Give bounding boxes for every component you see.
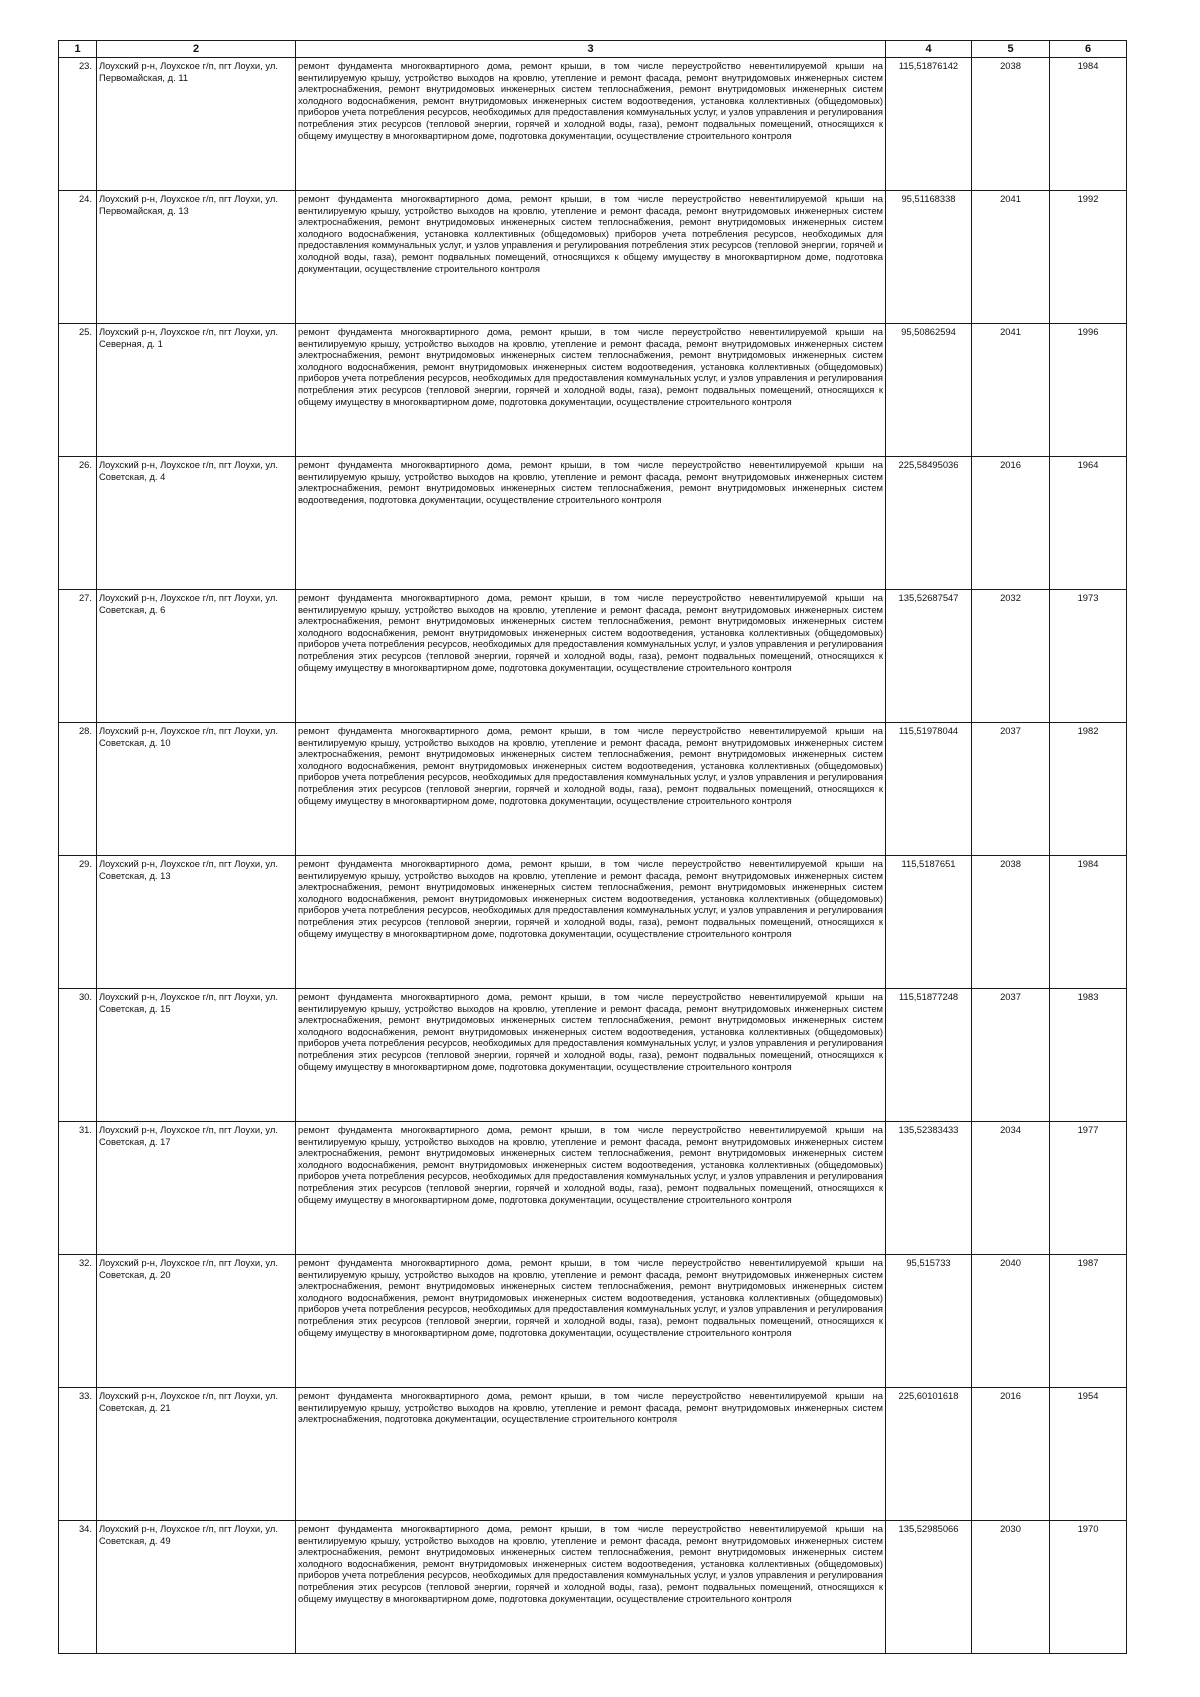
table-row (59, 1388, 1127, 1521)
row-number: 27. (59, 590, 97, 723)
repair-works: ремонт фундамента многоквартирного дома, ремонт крыши, в том числе переустройство невентилируемой крыши на вентилируемую крышу, устройство выходов на кровлю, утепление и ремонт фасада, ремонт внутридомовых инженерных систем электроснабжения, подготовка документации, осуществление строительного контроля (296, 1388, 886, 1521)
row-number: 30. (59, 989, 97, 1122)
planned-year: 2038 (972, 856, 1050, 989)
table-row (59, 191, 1127, 324)
building-address: Лоухский р-н, Лоухское г/п, пгт Лоухи, ул. Советская, д. 17 (97, 1122, 296, 1255)
construction-year: 1992 (1050, 191, 1127, 324)
building-address: Лоухский р-н, Лоухское г/п, пгт Лоухи, ул. Советская, д. 20 (97, 1255, 296, 1388)
cost-value: 115,5187651 (886, 856, 972, 989)
planned-year: 2032 (972, 590, 1050, 723)
table-row (59, 324, 1127, 457)
cost-value: 95,515733 (886, 1255, 972, 1388)
planned-year: 2041 (972, 191, 1050, 324)
column-header-1: 1 (59, 41, 97, 58)
repair-works: ремонт фундамента многоквартирного дома, ремонт крыши, в том числе переустройство невентилируемой крыши на вентилируемую крышу, устройство выходов на кровлю, утепление и ремонт фасада, ремонт внутридомовых инженерных систем электроснабжения, ремонт внутридомовых инженерных систем теплоснабжения, ремонт внутридомовых инженерных систем водоотведения, подготовка документации, осуществление строительного контроля (296, 457, 886, 590)
row-number: 29. (59, 856, 97, 989)
construction-year: 1984 (1050, 856, 1127, 989)
column-header-4: 4 (886, 41, 972, 58)
table-row (59, 1521, 1127, 1654)
building-address: Лоухский р-н, Лоухское г/п, пгт Лоухи, ул. Советская, д. 15 (97, 989, 296, 1122)
table-row (59, 590, 1127, 723)
construction-year: 1977 (1050, 1122, 1127, 1255)
planned-year: 2038 (972, 58, 1050, 191)
table-row (59, 856, 1127, 989)
repair-works: ремонт фундамента многоквартирного дома, ремонт крыши, в том числе переустройство невентилируемой крыши на вентилируемую крышу, устройство выходов на кровлю, утепление и ремонт фасада, ремонт внутридомовых инженерных систем электроснабжения, ремонт внутридомовых инженерных систем теплоснабжения, ремонт внутридомовых инженерных систем холодного водоснабжения, установка коллективных (общедомовых) приборов учета потребления ресурсов, необходимых для предоставления коммунальных услуг, и узлов управления и регулирования потребления этих ресурсов (тепловой энергии, горячей и холодной воды, газа), ремонт подвальных помещений, относящихся к общему имуществу в многоквартирном доме, подготовка документации, осуществление строительного контроля (296, 191, 886, 324)
construction-year: 1996 (1050, 324, 1127, 457)
cost-value: 115,51978044 (886, 723, 972, 856)
building-address: Лоухский р-н, Лоухское г/п, пгт Лоухи, ул. Советская, д. 4 (97, 457, 296, 590)
cost-value: 225,58495036 (886, 457, 972, 590)
building-address: Лоухский р-н, Лоухское г/п, пгт Лоухи, ул. Советская, д. 6 (97, 590, 296, 723)
planned-year: 2040 (972, 1255, 1050, 1388)
row-number: 26. (59, 457, 97, 590)
row-number: 33. (59, 1388, 97, 1521)
planned-year: 2030 (972, 1521, 1050, 1654)
table-row (59, 457, 1127, 590)
row-number: 28. (59, 723, 97, 856)
repair-works: ремонт фундамента многоквартирного дома, ремонт крыши, в том числе переустройство невентилируемой крыши на вентилируемую крышу, устройство выходов на кровлю, утепление и ремонт фасада, ремонт внутридомовых инженерных систем электроснабжения, ремонт внутридомовых инженерных систем теплоснабжения, ремонт внутридомовых инженерных систем холодного водоснабжения, ремонт внутридомовых инженерных систем водоотведения, установка коллективных (общедомовых) приборов учета потребления ресурсов, необходимых для предоставления коммунальных услуг, и узлов управления и регулирования потребления этих ресурсов (тепловой энергии, горячей и холодной воды, газа), ремонт подвальных помещений, относящихся к общему имуществу в многоквартирном доме, подготовка документации, осуществление строительного контроля (296, 324, 886, 457)
construction-year: 1954 (1050, 1388, 1127, 1521)
cost-value: 95,50862594 (886, 324, 972, 457)
column-header-3: 3 (296, 41, 886, 58)
construction-year: 1964 (1050, 457, 1127, 590)
repair-works: ремонт фундамента многоквартирного дома, ремонт крыши, в том числе переустройство невентилируемой крыши на вентилируемую крышу, устройство выходов на кровлю, утепление и ремонт фасада, ремонт внутридомовых инженерных систем электроснабжения, ремонт внутридомовых инженерных систем теплоснабжения, ремонт внутридомовых инженерных систем холодного водоснабжения, ремонт внутридомовых инженерных систем водоотведения, установка коллективных (общедомовых) приборов учета потребления ресурсов, необходимых для предоставления коммунальных услуг, и узлов управления и регулирования потребления этих ресурсов (тепловой энергии, горячей и холодной воды, газа), ремонт подвальных помещений, относящихся к общему имуществу в многоквартирном доме, подготовка документации, осуществление строительного контроля (296, 723, 886, 856)
table-row (59, 723, 1127, 856)
row-number: 32. (59, 1255, 97, 1388)
repair-works: ремонт фундамента многоквартирного дома, ремонт крыши, в том числе переустройство невентилируемой крыши на вентилируемую крышу, устройство выходов на кровлю, утепление и ремонт фасада, ремонт внутридомовых инженерных систем электроснабжения, ремонт внутридомовых инженерных систем теплоснабжения, ремонт внутридомовых инженерных систем холодного водоснабжения, ремонт внутридомовых инженерных систем водоотведения, установка коллективных (общедомовых) приборов учета потребления ресурсов, необходимых для предоставления коммунальных услуг, и узлов управления и регулирования потребления этих ресурсов (тепловой энергии, горячей и холодной воды, газа), ремонт подвальных помещений, относящихся к общему имуществу в многоквартирном доме, подготовка документации, осуществление строительного контроля (296, 989, 886, 1122)
planned-year: 2016 (972, 457, 1050, 590)
table-row (59, 1255, 1127, 1388)
cost-value: 225,60101618 (886, 1388, 972, 1521)
cost-value: 115,51877248 (886, 989, 972, 1122)
repair-program-table (58, 40, 1127, 1654)
table-row (59, 58, 1127, 191)
row-number: 31. (59, 1122, 97, 1255)
building-address: Лоухский р-н, Лоухское г/п, пгт Лоухи, ул. Первомайская, д. 13 (97, 191, 296, 324)
repair-works: ремонт фундамента многоквартирного дома, ремонт крыши, в том числе переустройство невентилируемой крыши на вентилируемую крышу, устройство выходов на кровлю, утепление и ремонт фасада, ремонт внутридомовых инженерных систем электроснабжения, ремонт внутридомовых инженерных систем теплоснабжения, ремонт внутридомовых инженерных систем холодного водоснабжения, ремонт внутридомовых инженерных систем водоотведения, установка коллективных (общедомовых) приборов учета потребления ресурсов, необходимых для предоставления коммунальных услуг, и узлов управления и регулирования потребления этих ресурсов (тепловой энергии, горячей и холодной воды, газа), ремонт подвальных помещений, относящихся к общему имуществу в многоквартирном доме, подготовка документации, осуществление строительного контроля (296, 1255, 886, 1388)
cost-value: 135,52383433 (886, 1122, 972, 1255)
table-row (59, 1122, 1127, 1255)
building-address: Лоухский р-н, Лоухское г/п, пгт Лоухи, ул. Советская, д. 13 (97, 856, 296, 989)
column-header-6: 6 (1050, 41, 1127, 58)
planned-year: 2041 (972, 324, 1050, 457)
row-number: 23. (59, 58, 97, 191)
row-number: 25. (59, 324, 97, 457)
cost-value: 95,51168338 (886, 191, 972, 324)
repair-works: ремонт фундамента многоквартирного дома, ремонт крыши, в том числе переустройство невентилируемой крыши на вентилируемую крышу, устройство выходов на кровлю, утепление и ремонт фасада, ремонт внутридомовых инженерных систем электроснабжения, ремонт внутридомовых инженерных систем теплоснабжения, ремонт внутридомовых инженерных систем холодного водоснабжения, ремонт внутридомовых инженерных систем водоотведения, установка коллективных (общедомовых) приборов учета потребления ресурсов, необходимых для предоставления коммунальных услуг, и узлов управления и регулирования потребления этих ресурсов (тепловой энергии, горячей и холодной воды, газа), ремонт подвальных помещений, относящихся к общему имуществу в многоквартирном доме, подготовка документации, осуществление строительного контроля (296, 1521, 886, 1654)
construction-year: 1987 (1050, 1255, 1127, 1388)
planned-year: 2037 (972, 989, 1050, 1122)
table-row (59, 989, 1127, 1122)
construction-year: 1973 (1050, 590, 1127, 723)
planned-year: 2034 (972, 1122, 1050, 1255)
planned-year: 2016 (972, 1388, 1050, 1521)
construction-year: 1984 (1050, 58, 1127, 191)
column-number-row (59, 41, 1127, 58)
building-address: Лоухский р-н, Лоухское г/п, пгт Лоухи, ул. Первомайская, д. 11 (97, 58, 296, 191)
cost-value: 115,51876142 (886, 58, 972, 191)
building-address: Лоухский р-н, Лоухское г/п, пгт Лоухи, ул. Советская, д. 21 (97, 1388, 296, 1521)
construction-year: 1983 (1050, 989, 1127, 1122)
planned-year: 2037 (972, 723, 1050, 856)
building-address: Лоухский р-н, Лоухское г/п, пгт Лоухи, ул. Советская, д. 10 (97, 723, 296, 856)
construction-year: 1982 (1050, 723, 1127, 856)
repair-works: ремонт фундамента многоквартирного дома, ремонт крыши, в том числе переустройство невентилируемой крыши на вентилируемую крышу, устройство выходов на кровлю, утепление и ремонт фасада, ремонт внутридомовых инженерных систем электроснабжения, ремонт внутридомовых инженерных систем теплоснабжения, ремонт внутридомовых инженерных систем холодного водоснабжения, ремонт внутридомовых инженерных систем водоотведения, установка коллективных (общедомовых) приборов учета потребления ресурсов, необходимых для предоставления коммунальных услуг, и узлов управления и регулирования потребления этих ресурсов (тепловой энергии, горячей и холодной воды, газа), ремонт подвальных помещений, относящихся к общему имуществу в многоквартирном доме, подготовка документации, осуществление строительного контроля (296, 58, 886, 191)
building-address: Лоухский р-н, Лоухское г/п, пгт Лоухи, ул. Северная, д. 1 (97, 324, 296, 457)
repair-works: ремонт фундамента многоквартирного дома, ремонт крыши, в том числе переустройство невентилируемой крыши на вентилируемую крышу, устройство выходов на кровлю, утепление и ремонт фасада, ремонт внутридомовых инженерных систем электроснабжения, ремонт внутридомовых инженерных систем теплоснабжения, ремонт внутридомовых инженерных систем холодного водоснабжения, ремонт внутридомовых инженерных систем водоотведения, установка коллективных (общедомовых) приборов учета потребления ресурсов, необходимых для предоставления коммунальных услуг, и узлов управления и регулирования потребления этих ресурсов (тепловой энергии, горячей и холодной воды, газа), ремонт подвальных помещений, относящихся к общему имуществу в многоквартирном доме, подготовка документации, осуществление строительного контроля (296, 1122, 886, 1255)
construction-year: 1970 (1050, 1521, 1127, 1654)
repair-works: ремонт фундамента многоквартирного дома, ремонт крыши, в том числе переустройство невентилируемой крыши на вентилируемую крышу, устройство выходов на кровлю, утепление и ремонт фасада, ремонт внутридомовых инженерных систем электроснабжения, ремонт внутридомовых инженерных систем теплоснабжения, ремонт внутридомовых инженерных систем холодного водоснабжения, ремонт внутридомовых инженерных систем водоотведения, установка коллективных (общедомовых) приборов учета потребления ресурсов, необходимых для предоставления коммунальных услуг, и узлов управления и регулирования потребления этих ресурсов (тепловой энергии, горячей и холодной воды, газа), ремонт подвальных помещений, относящихся к общему имуществу в многоквартирном доме, подготовка документации, осуществление строительного контроля (296, 856, 886, 989)
row-number: 34. (59, 1521, 97, 1654)
repair-works: ремонт фундамента многоквартирного дома, ремонт крыши, в том числе переустройство невентилируемой крыши на вентилируемую крышу, устройство выходов на кровлю, утепление и ремонт фасада, ремонт внутридомовых инженерных систем электроснабжения, ремонт внутридомовых инженерных систем теплоснабжения, ремонт внутридомовых инженерных систем холодного водоснабжения, ремонт внутридомовых инженерных систем водоотведения, установка коллективных (общедомовых) приборов учета потребления ресурсов, необходимых для предоставления коммунальных услуг, и узлов управления и регулирования потребления этих ресурсов (тепловой энергии, горячей и холодной воды, газа), ремонт подвальных помещений, относящихся к общему имуществу в многоквартирном доме, подготовка документации, осуществление строительного контроля (296, 590, 886, 723)
cost-value: 135,52985066 (886, 1521, 972, 1654)
table-body (59, 58, 1127, 1654)
column-header-5: 5 (972, 41, 1050, 58)
cost-value: 135,52687547 (886, 590, 972, 723)
building-address: Лоухский р-н, Лоухское г/п, пгт Лоухи, ул. Советская, д. 49 (97, 1521, 296, 1654)
row-number: 24. (59, 191, 97, 324)
column-header-2: 2 (97, 41, 296, 58)
